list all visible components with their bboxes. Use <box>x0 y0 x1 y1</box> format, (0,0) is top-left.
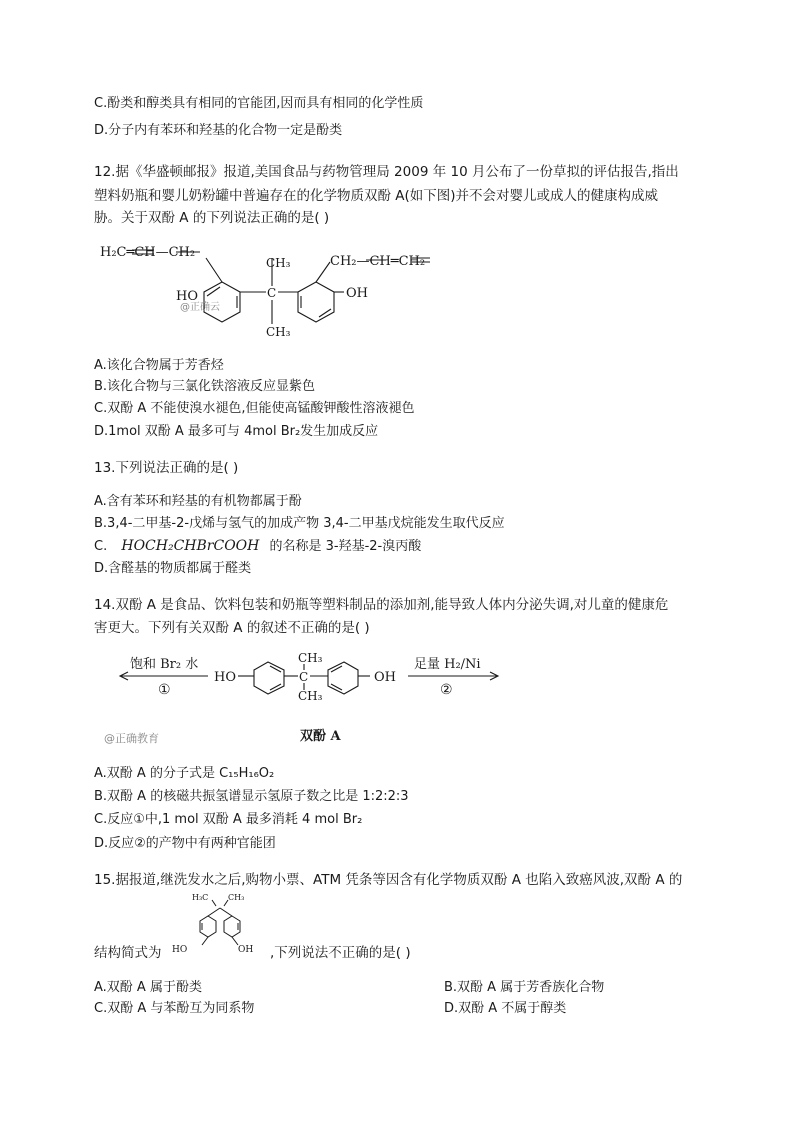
q12-right-oh-label: OH <box>346 286 368 301</box>
q14-stem-line-2: 害更大。下列有关双酚 A 的叙述不正确的是( ) <box>94 620 370 636</box>
q15-stem-line-2b: ,下列说法不正确的是( ) <box>270 945 411 961</box>
q14-methyl-top-label: CH₃ <box>298 651 323 665</box>
q15-option-c: C.双酚 A 与苯酚互为同系物 <box>94 1001 255 1016</box>
q14-right-oh-label: OH <box>374 670 396 685</box>
q14-methyl-bottom-label: CH₃ <box>298 689 323 703</box>
q12-right-allyl-label: CH₂—CH═CH₂ <box>330 254 426 269</box>
q12-bisphenol-a-diallyl-structure <box>94 236 454 346</box>
q15-option-b: B.双酚 A 属于芳香族化合物 <box>444 980 605 995</box>
q14-option-a: A.双酚 A 的分子式是 C₁₅H₁₆O₂ <box>94 766 275 781</box>
q14-reaction-scheme <box>104 646 538 746</box>
q12-stem-line-3: 胁。关于双酚 A 的下列说法正确的是( ) <box>94 210 330 226</box>
q12-left-allyl-label: H₂C═CH—CH₂ <box>100 245 196 260</box>
q15-bisphenol-a-structure <box>166 890 276 962</box>
q15-stem-line-1: 15.据报道,继洗发水之后,购物小票、ATM 凭条等因含有化学物质双酚 A 也陷入致癌风波,双酚 A 的 <box>94 872 683 888</box>
q12-option-d: D.1mol 双酚 A 最多可与 4mol Br₂发生加成反应 <box>94 424 379 439</box>
q12-option-b: B.该化合物与三氯化铁溶液反应显紫色 <box>94 379 316 394</box>
q14-caption: 双酚 A <box>300 729 341 744</box>
q13-option-c <box>94 538 421 555</box>
q14-option-b: B.双酚 A 的核磁共振氢谱显示氢原子数之比是 1:2:2:3 <box>94 789 409 804</box>
q12-stem-line-2: 塑料奶瓶和婴儿奶粉罐中普遍存在的化学物质双酚 A(如下图)并不会对婴儿或成人的健康构成威 <box>94 188 659 204</box>
q13-option-d: D.含醛基的物质都属于醛类 <box>94 561 252 576</box>
q11-option-d: D.分子内有苯环和羟基的化合物一定是酚类 <box>94 123 343 138</box>
q12-left-oh-label: HO <box>176 289 198 304</box>
q12-methyl-bottom-label: CH₃ <box>266 325 291 339</box>
q14-central-carbon-label: C <box>299 670 309 684</box>
q15-option-a: A.双酚 A 属于酚类 <box>94 980 202 995</box>
q15-right-oh-label: OH <box>238 945 254 955</box>
q12-methyl-top-label: CH₃ <box>266 256 291 270</box>
q12-option-c: C.双酚 A 不能使溴水褪色,但能使高锰酸钾酸性溶液褪色 <box>94 401 415 416</box>
q13-option-c-name: 的名称是 3-羟基-2-溴丙酸 <box>269 539 422 554</box>
q14-watermark: @正确教育 <box>104 732 159 745</box>
q13-option-a: A.含有苯环和羟基的有机物都属于酚 <box>94 494 302 509</box>
q14-option-c: C.反应①中,1 mol 双酚 A 最多消耗 4 mol Br₂ <box>94 812 363 827</box>
q13-option-c-formula: HOCH₂CHBrCOOH <box>121 538 260 554</box>
q15-right-methyl-label: CH₃ <box>228 893 245 902</box>
q12-central-carbon-label: C <box>267 286 277 300</box>
q14-left-oh-label: HO <box>214 670 236 685</box>
q13-option-c-letter: C. <box>94 539 108 554</box>
q14-left-reaction-number: ① <box>158 682 171 698</box>
q15-left-methyl-label: H₃C <box>192 893 209 902</box>
q14-stem-line-1: 14.双酚 A 是食品、饮料包装和奶瓶等塑料制品的添加剂,能导致人体内分泌失调,对儿童的健康危 <box>94 597 669 613</box>
q15-option-d: D.双酚 A 不属于醇类 <box>444 1001 567 1016</box>
q13-option-b: B.3,4-二甲基-2-戊烯与氢气的加成产物 3,4-二甲基戊烷能发生取代反应 <box>94 516 505 531</box>
q13-stem: 13.下列说法正确的是( ) <box>94 460 239 476</box>
q14-right-reagent: 足量 H₂/Ni <box>414 657 481 672</box>
q14-option-d: D.反应②的产物中有两种官能团 <box>94 836 276 851</box>
q14-right-reaction-number: ② <box>440 682 453 698</box>
q15-stem-line-2a: 结构简式为 <box>94 945 162 961</box>
q12-option-a: A.该化合物属于芳香烃 <box>94 358 224 373</box>
q15-left-oh-label: HO <box>172 945 188 955</box>
q11-option-c: C.酚类和醇类具有相同的官能团,因而具有相同的化学性质 <box>94 96 424 111</box>
q14-left-reagent: 饱和 Br₂ 水 <box>130 657 199 672</box>
q12-watermark: @正确云 <box>180 302 220 313</box>
q12-stem-line-1: 12.据《华盛顿邮报》报道,美国食品与药物管理局 2009 年 10 月公布了一份草拟的评估报告,指出 <box>94 164 679 180</box>
